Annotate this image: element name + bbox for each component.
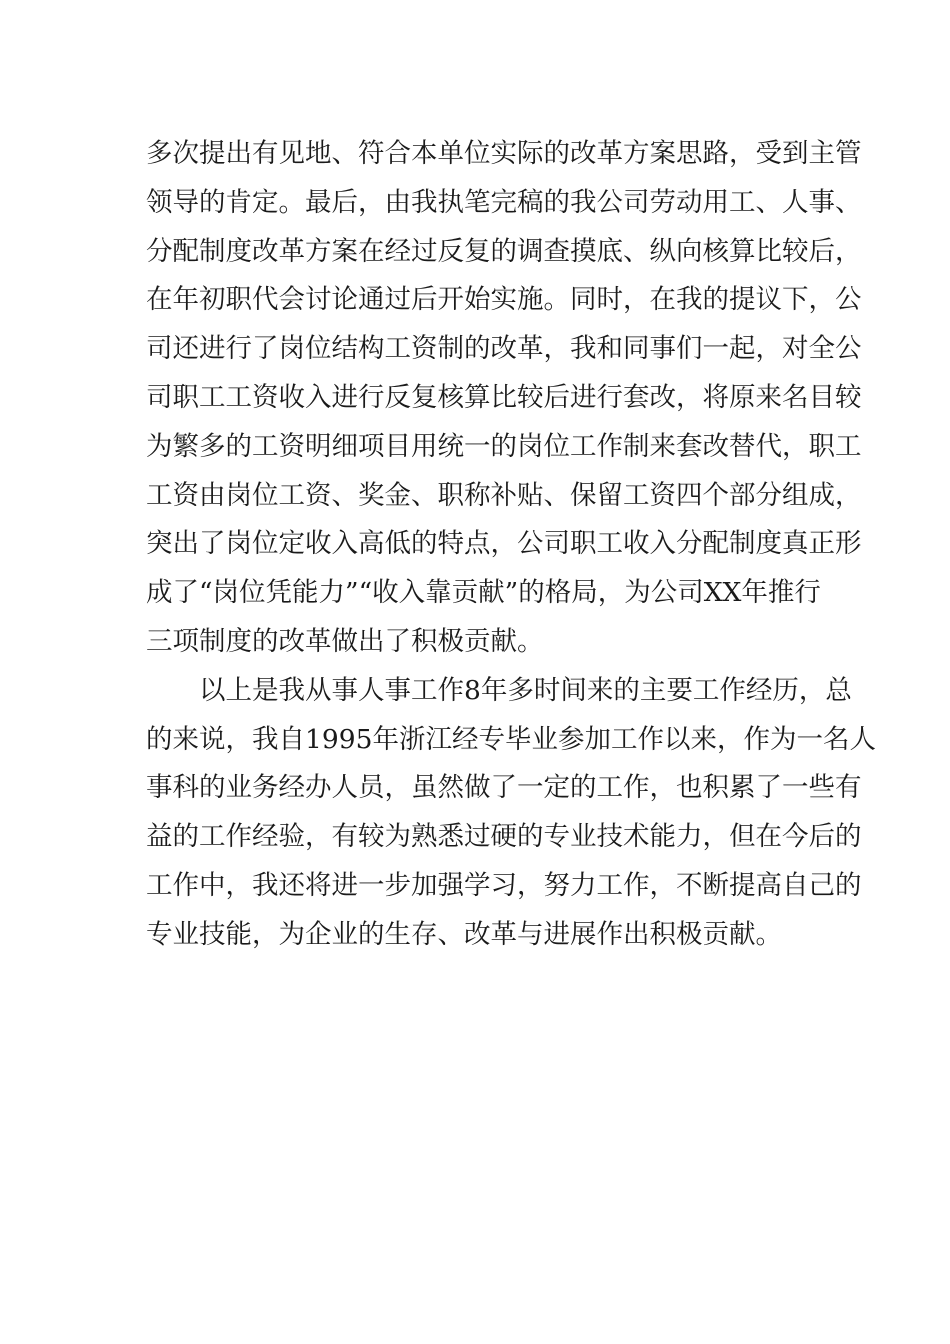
paragraph-1-line-11: 三项制度的改革做出了积极贡献。 xyxy=(146,625,544,657)
paragraph-2-line-5: 工作中，我还将进一步加强学习，努力工作，不断提高自己的 xyxy=(146,869,862,901)
paragraph-1-line-2: 领导的肯定。最后，由我执笔完稿的我公司劳动用工、人事、 xyxy=(146,186,862,218)
paragraph-1-line-10: 成了“岗位凭能力”“收入靠贡献”的格局，为公司XX年推行 xyxy=(146,577,821,609)
paragraph-2-line-3: 事科的业务经办人员，虽然做了一定的工作，也积累了一些有 xyxy=(146,772,862,804)
body-text xyxy=(146,130,876,960)
paragraph-1-line-7: 为繁多的工资明细项目用统一的岗位工作制来套改替代，职工 xyxy=(146,430,862,462)
paragraph-2-line-4: 益的工作经验，有较为熟悉过硬的专业技术能力，但在今后的 xyxy=(146,821,862,853)
paragraph-1-line-5: 司还进行了岗位结构工资制的改革，我和同事们一起，对全公 xyxy=(146,333,862,365)
paragraph-1-line-9: 突出了岗位定收入高低的特点，公司职工收入分配制度真正形 xyxy=(146,528,862,560)
paragraph-1-line-8: 工资由岗位工资、奖金、职称补贴、保留工资四个部分组成， xyxy=(146,479,862,511)
paragraph-1-line-1: 多次提出有见地、符合本单位实际的改革方案思路，受到主管 xyxy=(146,138,862,169)
paragraph-1-line-6: 司职工工资收入进行反复核算比较后进行套改，将原来名目较 xyxy=(146,381,862,413)
paragraph-1-line-4: 在年初职代会讨论通过后开始实施。同时，在我的提议下，公 xyxy=(146,284,862,316)
paragraph-2-line-1: 以上是我从事人事工作8年多时间来的主要工作经历，总 xyxy=(199,674,852,706)
paragraph-2-line-6: 专业技能，为企业的生存、改革与进展作出积极贡献。 xyxy=(146,918,782,950)
paragraph-2-line-2: 的来说，我自1995年浙江经专毕业参加工作以来，作为一名人 xyxy=(146,723,876,755)
paragraph-1-line-3: 分配制度改革方案在经过反复的调查摸底、纵向核算比较后， xyxy=(146,235,862,267)
